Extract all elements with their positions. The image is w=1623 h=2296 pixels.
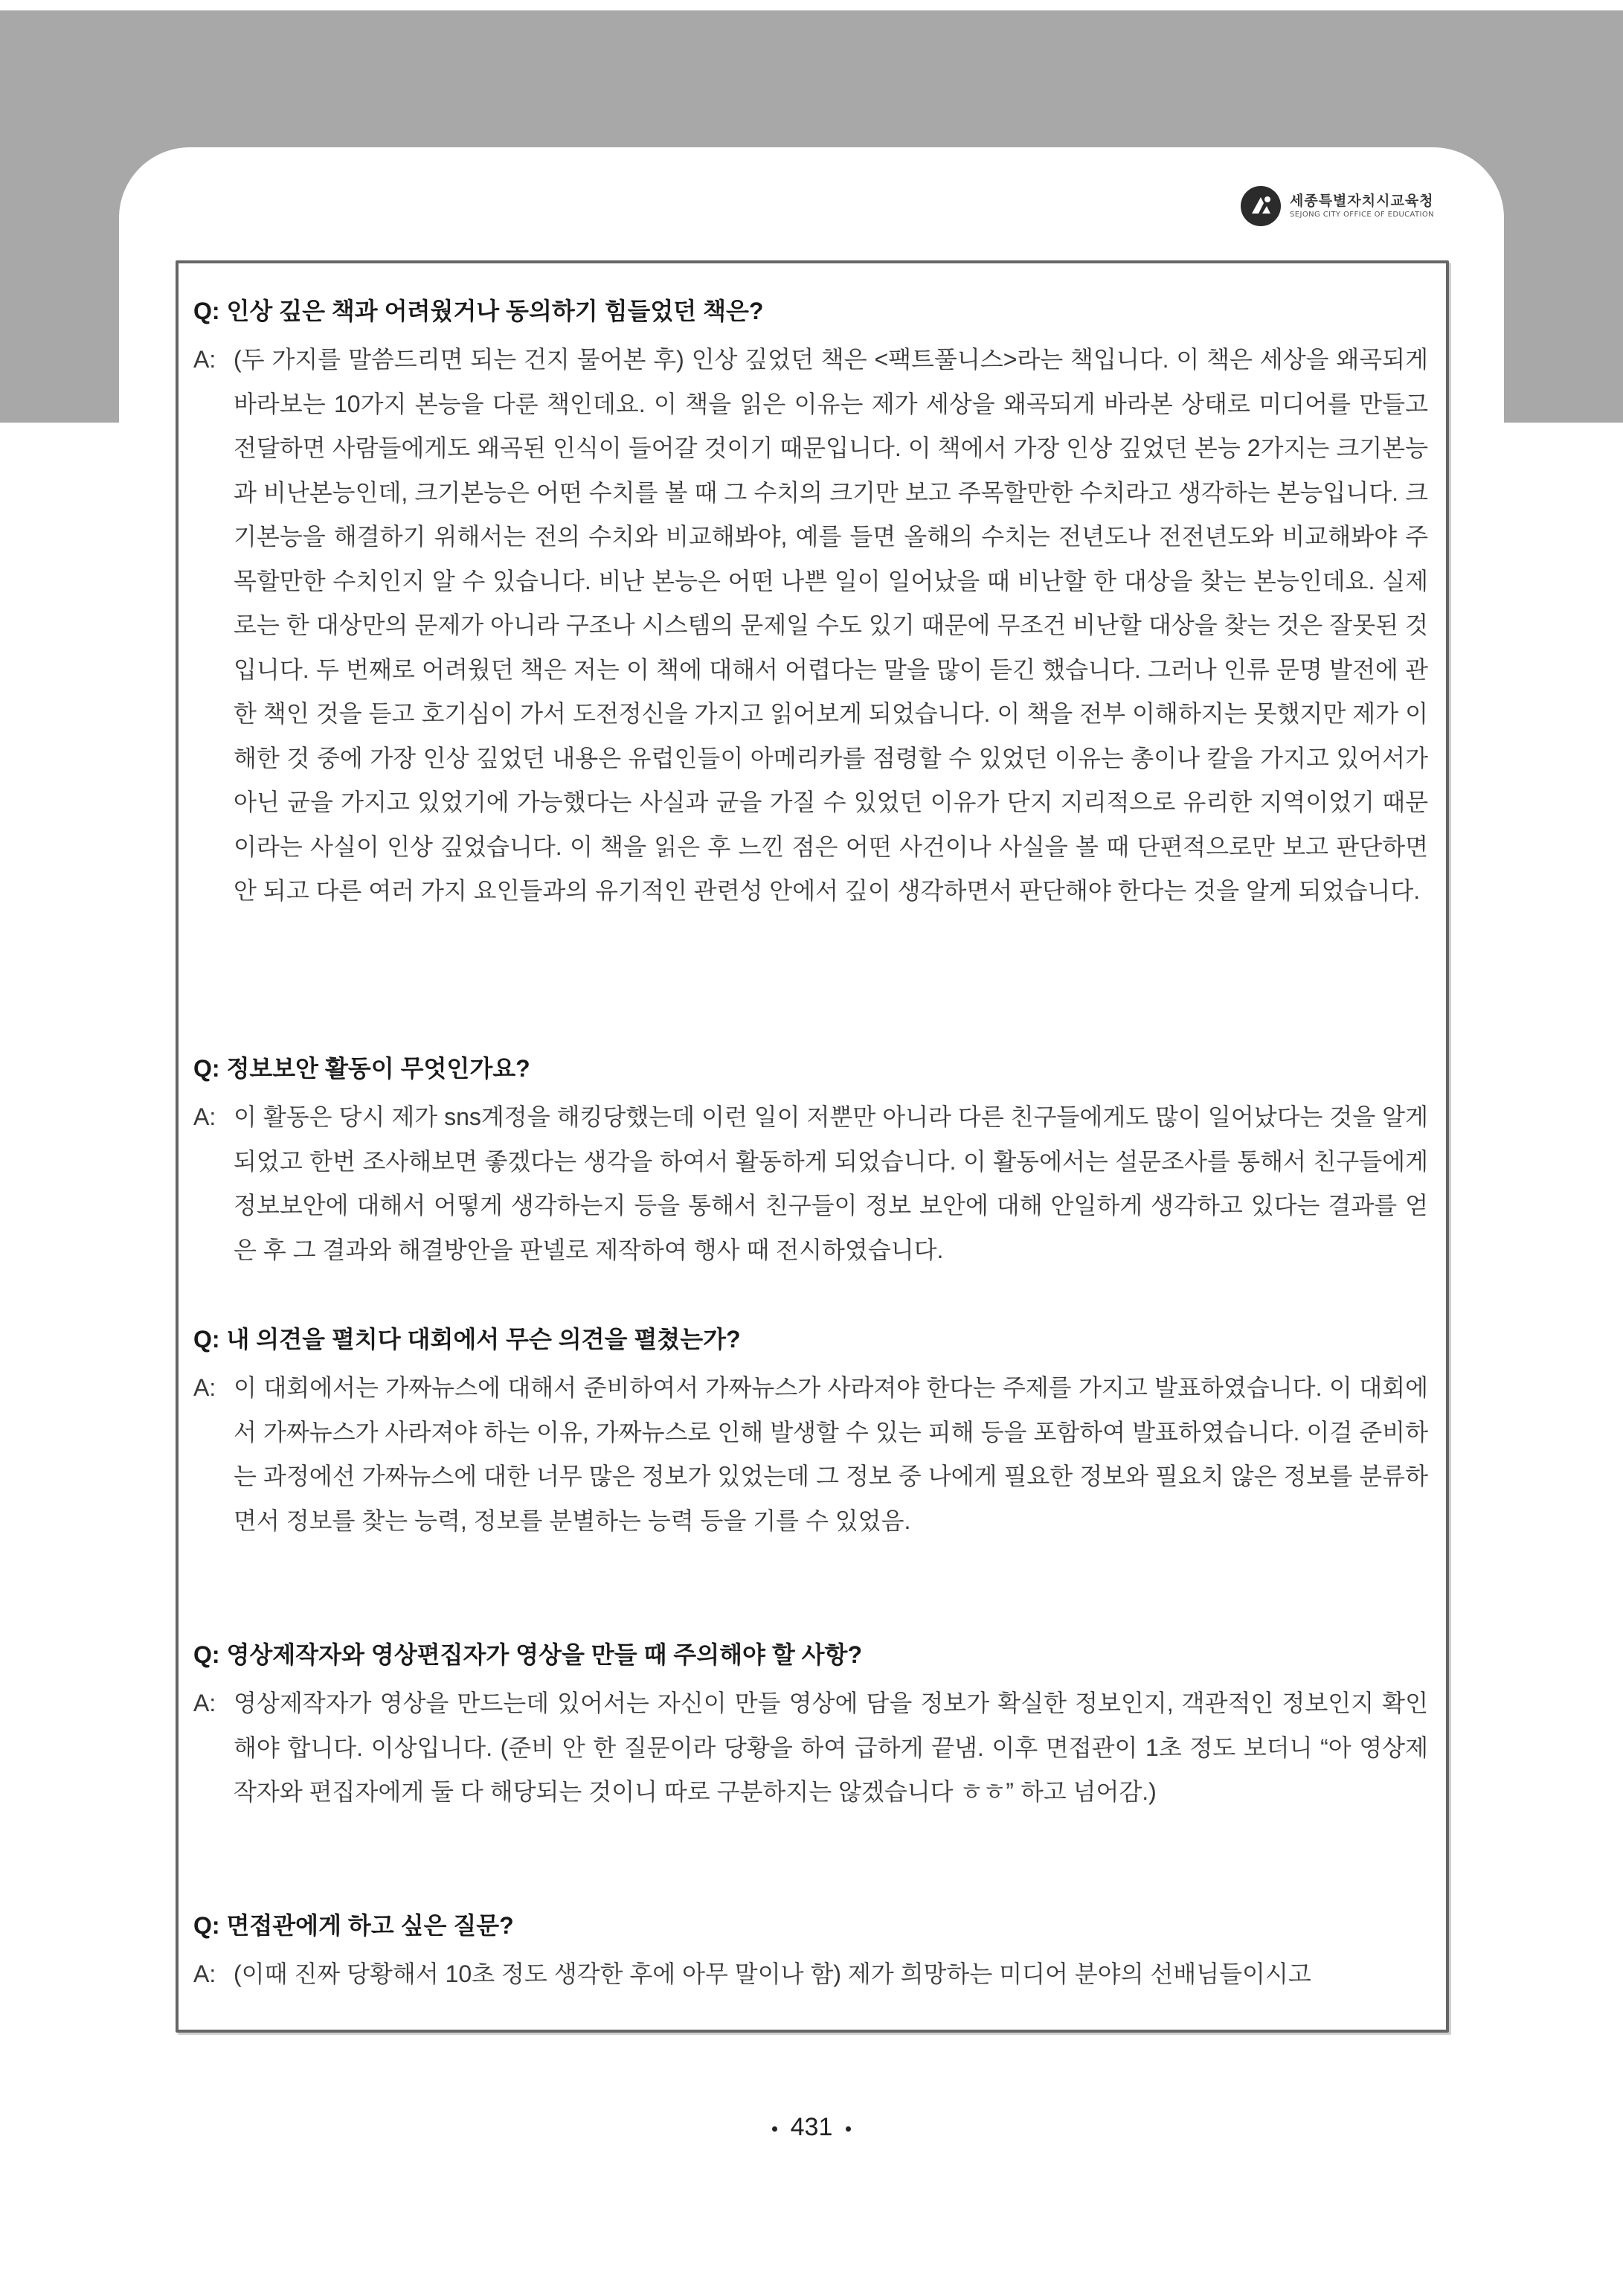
sejong-emblem-icon: [1241, 186, 1281, 226]
question-text: 인상 깊은 책과 어려웠거나 동의하기 힘들었던 책은?: [226, 298, 764, 324]
bullet-dot-icon: [846, 2126, 851, 2132]
answer-text: (두 가지를 말씀드리면 되는 건지 물어본 후) 인상 깊었던 책은 <팩트풀니스>라는 책입니다. 이 책은 세상을 왜곡되게 바라보는 10가지 본능을 다룬 책인데요. 이 책을 읽은 이유는 제가 세상을 왜곡되게 바라본 상태로 미디어를 만들고 전달하면 사람들에게도 왜곡된 인식이 들어갈 것이기 때문입니다. 이 책에서 가장 인상 깊었던 본능 2가지는 크기본능과 비난본능인데, 크기본능은 어떤 수치를 볼 때 그 수치의 크기만 보고 주목할만한 수치라고 생각하는 본능입니다. 크기본능을 해결하기 위해서는 전의 수치와 비교해봐야, 예를 들면 올해의 수치는 전년도나 전전년도와 비교해봐야 주목할만한 수치인지 알 수 있습니다. 비난 본능은 어떤 나쁜 일이 일어났을 때 비난할 한 대상을 찾는 본능인데요. 실제로는 한 대상만의 문제가 아니라 구조나 시스템의 문제일 수도 있기 때문에 무조건 비난할 대상을 찾는 것은 잘못된 것입니다. 두 번째로 어려웠던 책은 저는 이 책에 대해서 어렵다는 말을 많이 듣긴 했습니다. 그러나 인류 문명 발전에 관한 책인 것을 듣고 호기심이 가서 도전정신을 가지고 읽어보게 되었습니다. 이 책을 전부 이해하지는 못했지만 제가 이해한 것 중에 가장 인상 깊었던 내용은 유럽인들이 아메리카를 점령할 수 있었던 이유는 총이나 칼을 가지고 있어서가 아닌 균을 가지고 있었기에 가능했다는 사실과 균을 가질 수 있었던 이유가 단지 지리적으로 유리한 지역이었기 때문이라는 사실이 인상 깊었습니다. 이 책을 읽은 후 느낀 점은 어떤 사건이나 사실을 볼 때 단편적으로만 보고 판단하면 안 되고 다른 여러 가지 요인들과의 유기적인 관련성 안에서 깊이 생각하면서 판단해야 한다는 것을 알게 되었습니다.: [234, 346, 1428, 904]
bullet-dot-icon: [772, 2126, 777, 2132]
org-name-en: SEJONG CITY OFFICE OF EDUCATION: [1290, 211, 1435, 219]
a-label: A:: [193, 1103, 216, 1130]
question-text: 면접관에게 하고 싶은 질문?: [226, 1912, 514, 1939]
question: [193, 1323, 1428, 1356]
question: [193, 295, 1428, 327]
question: [193, 1638, 1428, 1671]
qa-item: [193, 1638, 1428, 1815]
question-text: 내 의견을 펼치다 대회에서 무슨 의견을 펼쳤는가?: [226, 1326, 741, 1353]
q-label: Q:: [193, 298, 220, 324]
qa-item: [193, 295, 1428, 914]
question-text: 영상제작자와 영상편집자가 영상을 만들 때 주의해야 할 사항?: [226, 1641, 863, 1668]
qa-item: [193, 1052, 1428, 1272]
answer: [193, 1366, 1428, 1543]
question: [193, 1909, 1428, 1942]
qa-item: [193, 1909, 1428, 1997]
q-label: Q:: [193, 1912, 220, 1939]
answer: [193, 1952, 1428, 1997]
answer-text: (이때 진짜 당황해서 10초 정도 생각한 후에 아무 말이나 함) 제가 희망하는 미디어 분야의 선배님들이시고: [234, 1960, 1311, 1987]
q-label: Q:: [193, 1641, 220, 1668]
a-label: A:: [193, 1960, 216, 1987]
answer: [193, 338, 1428, 914]
answer: [193, 1095, 1428, 1272]
q-label: Q:: [193, 1326, 220, 1353]
answer: [193, 1681, 1428, 1815]
top-margin: [0, 0, 1623, 10]
answer-text: 영상제작자가 영상을 만드는데 있어서는 자신이 만들 영상에 담을 정보가 확실한 정보인지, 객관적인 정보인지 확인해야 합니다. 이상입니다. (준비 안 한 질문이라 당황을 하여 급하게 끝냄. 이후 면접관이 1초 정도 보더니 “아 영상제작자와 편집자에게 둘 다 해당되는 것이니 따로 구분하지는 않겠습니다 ㅎㅎ” 하고 넘어감.): [234, 1690, 1428, 1805]
answer-text: 이 대회에서는 가짜뉴스에 대해서 준비하여서 가짜뉴스가 사라져야 한다는 주제를 가지고 발표하였습니다. 이 대회에서 가짜뉴스가 사라져야 하는 이유, 가짜뉴스로 인해 발생할 수 있는 피해 등을 포함하여 발표하였습니다. 이걸 준비하는 과정에선 가짜뉴스에 대한 너무 많은 정보가 있었는데 그 정보 중 나에게 필요한 정보와 필요치 않은 정보를 분류하면서 정보를 찾는 능력, 정보를 분별하는 능력 등을 기를 수 있었음.: [234, 1374, 1428, 1534]
right-stripe: [1504, 405, 1623, 423]
q-label: Q:: [193, 1055, 220, 1082]
page-number: [0, 2113, 1623, 2142]
answer-text: 이 활동은 당시 제가 sns계정을 해킹당했는데 이런 일이 저뿐만 아니라 다른 친구들에게도 많이 일어났다는 것을 알게 되었고 한번 조사해보면 좋겠다는 생각을 하여서 활동하게 되었습니다. 이 활동에서는 설문조사를 통해서 친구들에게 정보보안에 대해서 어떻게 생각하는지 등을 통해서 친구들이 정보 보안에 대해 안일하게 생각하고 있다는 결과를 얻은 후 그 결과와 해결방안을 판넬로 제작하여 행사 때 전시하였습니다.: [234, 1103, 1428, 1263]
a-label: A:: [193, 346, 216, 373]
question: [193, 1052, 1428, 1085]
qa-item: [193, 1323, 1428, 1543]
question-text: 정보보안 활동이 무엇인가요?: [226, 1055, 530, 1082]
org-name: [1290, 192, 1434, 220]
org-logo: [1241, 186, 1434, 226]
a-label: A:: [193, 1374, 216, 1401]
a-label: A:: [193, 1690, 216, 1716]
org-name-ko: 세종특별자치시교육청: [1290, 193, 1434, 209]
left-stripe: [0, 405, 119, 423]
page-number-text: 431: [790, 2113, 833, 2141]
